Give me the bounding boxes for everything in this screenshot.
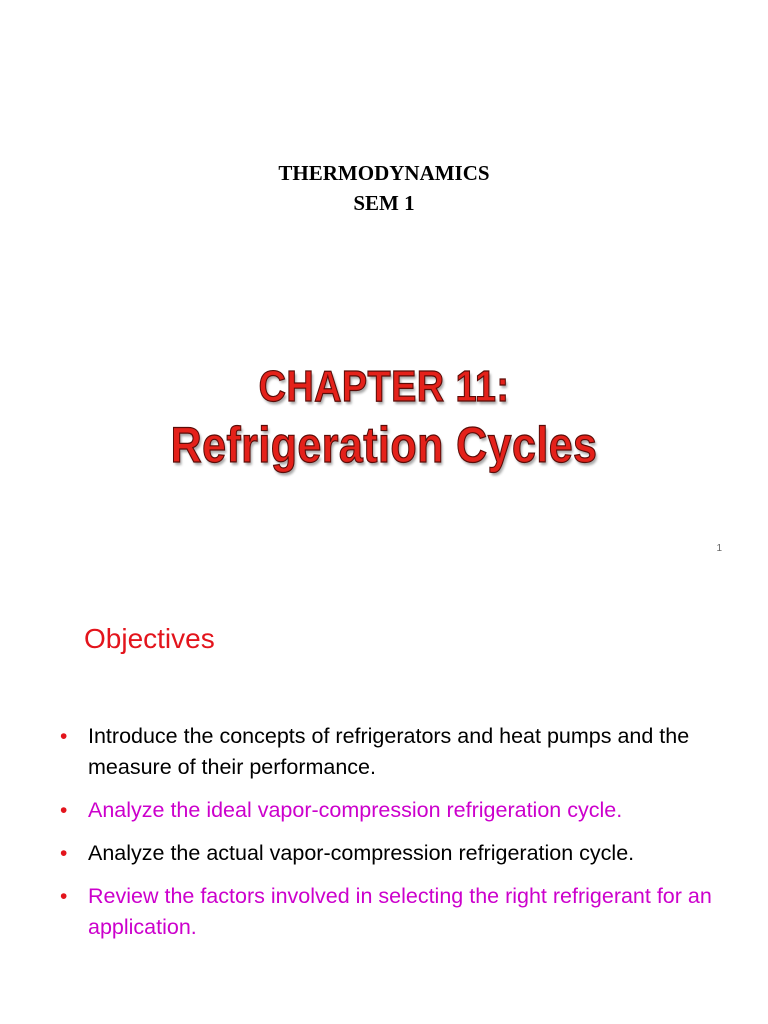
course-name: THERMODYNAMICS [278, 161, 490, 185]
list-item [60, 795, 740, 826]
page-number: 1 [716, 543, 722, 554]
course-title [0, 158, 768, 218]
bullet-icon: • [60, 842, 68, 865]
list-item [60, 838, 740, 869]
objective-text: Analyze the actual vapor-compression refrigeration cycle. [88, 841, 635, 865]
objective-text: Review the factors involved in selecting the right refrigerant for an application. [88, 884, 712, 939]
bullet-icon: • [60, 725, 68, 748]
list-item [60, 881, 740, 943]
bullet-icon: • [60, 885, 68, 908]
chapter-number: CHAPTER 11: [258, 362, 510, 411]
course-semester: SEM 1 [353, 191, 415, 215]
chapter-title: Refrigeration Cycles [170, 417, 598, 473]
objectives-slide [0, 576, 768, 1024]
objective-text: Introduce the concepts of refrigerators and heat pumps and the measure of their performance. [88, 724, 690, 779]
objectives-list [60, 721, 740, 955]
bullet-icon: • [60, 799, 68, 822]
list-item [60, 721, 740, 783]
objectives-heading: Objectives [84, 623, 215, 654]
objective-text: Analyze the ideal vapor-compression refrigeration cycle. [88, 798, 623, 822]
